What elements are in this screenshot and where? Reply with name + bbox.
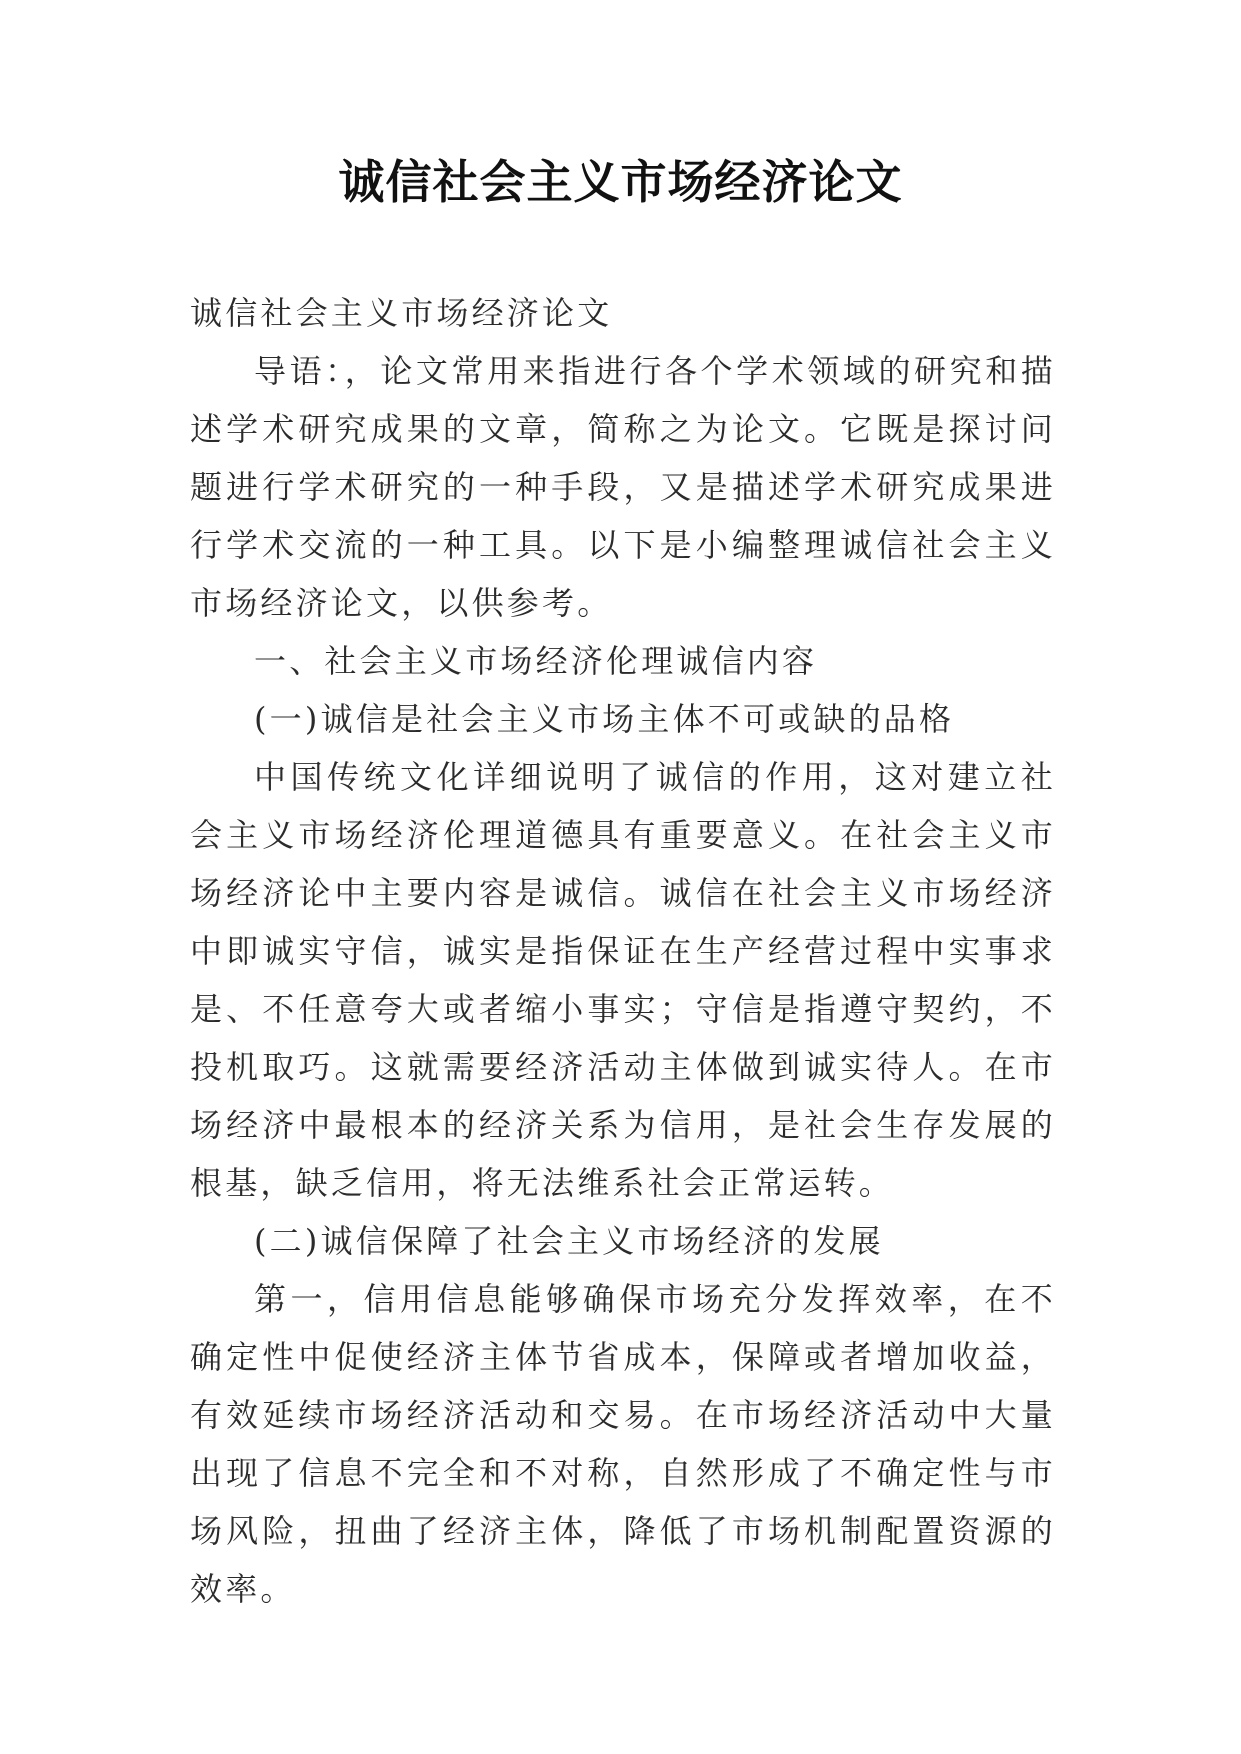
section-heading-1: 一、社会主义市场经济伦理诚信内容 (254, 642, 818, 680)
paragraph-subtitle: 诚信社会主义市场经济论文 (190, 294, 613, 332)
paragraph-body-1: 中国传统文化详细说明了诚信的作用，这对建立社会主义市场经济伦理道德具有重要意义。在社会主义市场经济论中主要内容是诚信。诚信在社会主义市场经济中即诚实守信，诚实是指保证在生产经营过程中实事求是、不任意夸大或者缩小事实；守信是指遵守契约，不投机取巧。这就需要经济活动主体做到诚实待人。在市场经济中最根本的经济关系为信用，是社会生存发展的根基，缺乏信用，将无法维系社会正常运转。 (190, 758, 1056, 1202)
document-title: 诚信社会主义市场经济论文 (338, 155, 903, 209)
subsection-heading-1: (一)诚信是社会主义市场主体不可或缺的品格 (254, 700, 955, 738)
document-body (190, 284, 1056, 1618)
paragraph-body-2: 第一，信用信息能够确保市场充分发挥效率，在不确定性中促使经济主体节省成本，保障或者增加收益，有效延续市场经济活动和交易。在市场经济活动中大量出现了信息不完全和不对称，自然形成了不确定性与市场风险，扭曲了经济主体，降低了市场机制配置资源的效率。 (190, 1280, 1056, 1608)
paragraph-intro: 导语：，论文常用来指进行各个学术领域的研究和描述学术研究成果的文章，简称之为论文。它既是探讨问题进行学术研究的一种手段，又是描述学术研究成果进行学术交流的一种工具。以下是小编整理诚信社会主义市场经济论文，以供参考。 (190, 352, 1056, 622)
subsection-heading-2: (二)诚信保障了社会主义市场经济的发展 (254, 1222, 884, 1260)
